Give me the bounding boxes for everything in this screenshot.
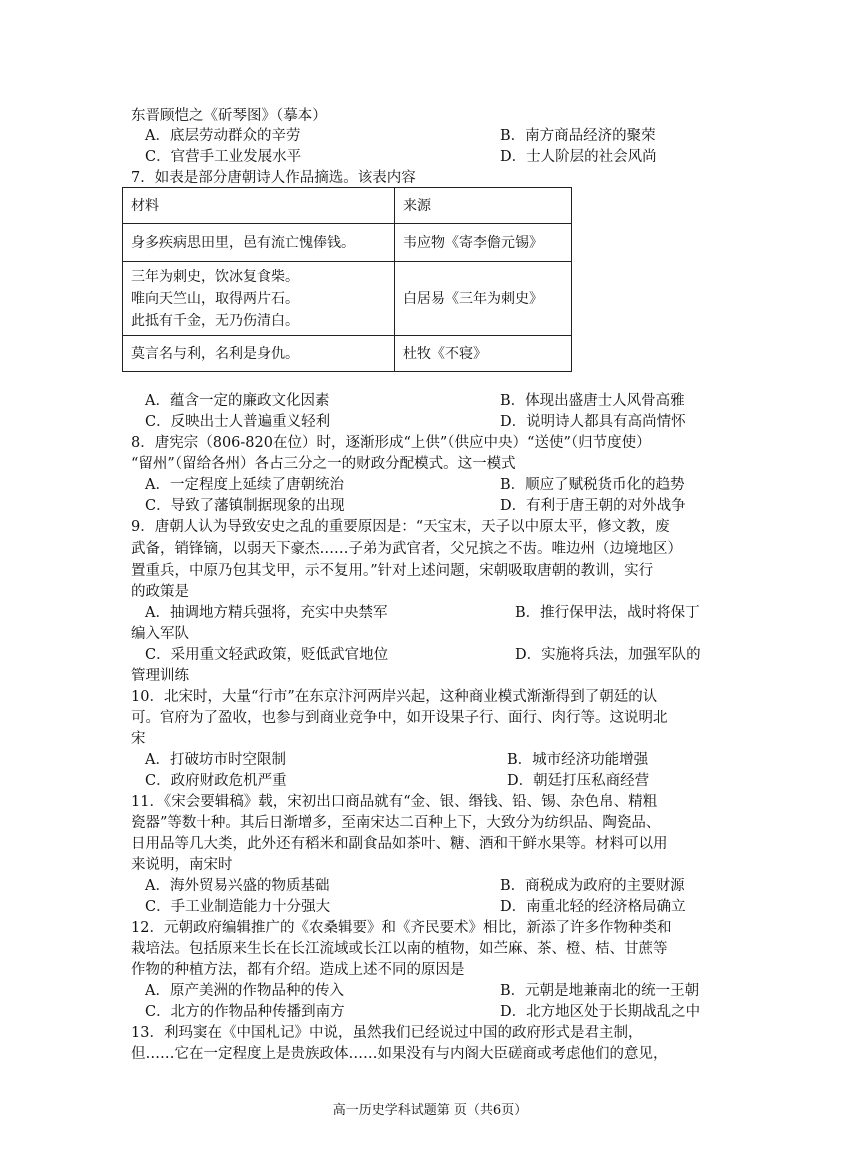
table-row — [123, 262, 572, 336]
q11-stem-line: 日用品等几大类，此外还有稻米和副食品如茶叶、糖、酒和干鲜水果等。材料可以用 — [131, 836, 668, 852]
q11-option-c: C．手工业制造能力十分强大 — [145, 899, 331, 915]
material-line: 唯向天竺山，取得两片石。 — [131, 290, 299, 307]
q9-stem-line: 武备，销锋镝，以弱天下豪杰……子弟为武官者，父兄摈之不齿。唯边州（边境地区） — [131, 541, 682, 557]
q8-option-b: B．顺应了赋税货币化的趋势 — [500, 477, 685, 493]
table-cell-source: 白居易《三年为刺史》 — [395, 262, 572, 336]
q11-option-b: B．商税成为政府的主要财源 — [500, 878, 685, 894]
q9-stem-line: 9．唐朝人认为导致安史之乱的重要原因是：“天宝末，天子以中原太平，修文教，废 — [131, 519, 670, 535]
material-line: 三年为刺史，饮冰复食柴。 — [131, 268, 299, 285]
q11-option-d: D．南重北轻的经济格局确立 — [500, 899, 686, 915]
q6-option-a: A．底层劳动群众的辛劳 — [145, 128, 301, 144]
q7-stem: 7．如表是部分唐朝诗人作品摘选。该表内容 — [131, 170, 416, 186]
table-header-material: 材料 — [123, 188, 395, 224]
q11-option-a: A．海外贸易兴盛的物质基础 — [145, 878, 330, 894]
page-footer: 高一历史学科试题第 页（共6页） — [332, 1103, 528, 1118]
table-cell-material — [123, 224, 395, 262]
material-line: 莫言名与利，名利是身仇。 — [131, 345, 299, 362]
q11-stem-line: 11．《宋会要辑稿》载，宋初出口商品就有“金、银、缗钱、铅、锡、杂色帛、精粗 — [131, 794, 658, 810]
q9-option-b: B．推行保甲法，战时将保丁 — [515, 605, 700, 621]
material-line: 身多疾病思田里，邑有流亡愧俸钱。 — [131, 234, 355, 251]
q7-option-a: A．蕴含一定的廉政文化因素 — [145, 393, 330, 409]
q9-stem-line: 置重兵，中原乃包其戈甲，示不复用。”针对上述问题，宋朝吸取唐朝的教训，实行 — [131, 563, 654, 579]
q6-option-c: C．官营手工业发展水平 — [145, 149, 302, 165]
q8-option-c: C．导致了藩镇制据现象的出现 — [145, 498, 345, 514]
q10-option-b: B．城市经济功能增强 — [507, 752, 649, 768]
q13-stem-line: 13．利玛窦在《中国札记》中说，虽然我们已经说过中国的政府形式是君主制， — [131, 1025, 643, 1041]
poem-table — [122, 187, 572, 372]
q10-stem-line: 宋 — [131, 731, 146, 747]
q9-stem-line: 的政策是 — [131, 584, 189, 600]
table-row — [123, 336, 572, 372]
q8-stem-line: 8．唐宪宗（806-820在位）时，逐渐形成“上供”（供应中央）“送使”（归节度使） — [131, 435, 651, 451]
table-cell-material — [123, 336, 395, 372]
q9-option-d: D．实施将兵法，加强军队的 — [515, 647, 701, 663]
q12-stem-line: 作物的种植方法，都有介绍。造成上述不同的原因是 — [131, 962, 465, 978]
material-line: 此抵有千金，无乃伤清白。 — [131, 312, 299, 329]
q11-stem-line: 瓷器”等数十种。其后日渐增多，至南宋达二百种上下，大致分为纺织品、陶瓷品、 — [131, 815, 661, 831]
q11-stem-line: 来说明，南宋时 — [131, 857, 233, 873]
q8-option-d: D．有利于唐王朝的对外战争 — [500, 498, 686, 514]
table-header-source: 来源 — [395, 188, 572, 224]
q8-option-a: A．一定程度上延续了唐朝统治 — [145, 477, 344, 493]
q13-stem-line: 但……它在一定程度上是贵族政体……如果没有与内阁大臣磋商或考虑他们的意见， — [131, 1046, 668, 1062]
q6-option-d: D．士人阶层的社会风尚 — [500, 149, 657, 165]
table-cell-source: 杜牧《不寝》 — [395, 336, 572, 372]
q8-stem-line: “留州”（留给各州）各占三分之一的财政分配模式。这一模式 — [131, 456, 516, 472]
q12-option-a: A．原产美洲的作物品种的传入 — [145, 983, 344, 999]
q10-stem-line: 可。官府为了盈收，也参与到商业竞争中，如开设果子行、面行、肉行等。这说明北 — [131, 710, 668, 726]
q12-option-c: C．北方的作物品种传播到南方 — [145, 1004, 345, 1020]
intro-line: 东晋顾恺之《斫琴图》（摹本） — [131, 108, 327, 124]
q12-option-d: D．北方地区处于长期战乱之中 — [500, 1004, 701, 1020]
q12-option-b: B．元朝是地兼南北的统一王朝 — [500, 983, 700, 999]
table-header-row — [123, 188, 572, 224]
q10-option-a: A．打破坊市时空限制 — [145, 752, 286, 768]
q10-option-c: C．政府财政危机严重 — [145, 773, 287, 789]
q9-option-d-cont: 管理训练 — [131, 668, 189, 684]
q7-option-c: C．反映出士人普遍重义轻利 — [145, 414, 331, 430]
q7-option-d: D．说明诗人都具有高尚情怀 — [500, 414, 686, 430]
q12-stem-line: 12．元朝政府编辑推广的《农桑辑要》和《齐民要术》相比，新添了许多作物种类和 — [131, 920, 672, 936]
table-cell-source: 韦应物《寄李儋元锡》 — [395, 224, 572, 262]
q12-stem-line: 栽培法。包括原来生长在长江流域或长江以南的植物，如苎麻、茶、橙、桔、甘蔗等 — [131, 941, 668, 957]
table-row — [123, 224, 572, 262]
q10-option-d: D．朝廷打压私商经营 — [507, 773, 650, 789]
q9-option-c: C．采用重文轻武政策，贬低武官地位 — [145, 647, 389, 663]
q7-option-b: B．体现出盛唐士人风骨高雅 — [500, 393, 685, 409]
q9-option-a: A．抽调地方精兵强将，充实中央禁军 — [145, 605, 388, 621]
q9-option-b-cont: 编入军队 — [131, 626, 189, 642]
q6-option-b: B．南方商品经济的聚荣 — [500, 128, 656, 144]
table-cell-material — [123, 262, 395, 336]
q10-stem-line: 10．北宋时，大量“行市”在东京汴河两岸兴起，这种商业模式渐渐得到了朝廷的认 — [131, 689, 658, 705]
